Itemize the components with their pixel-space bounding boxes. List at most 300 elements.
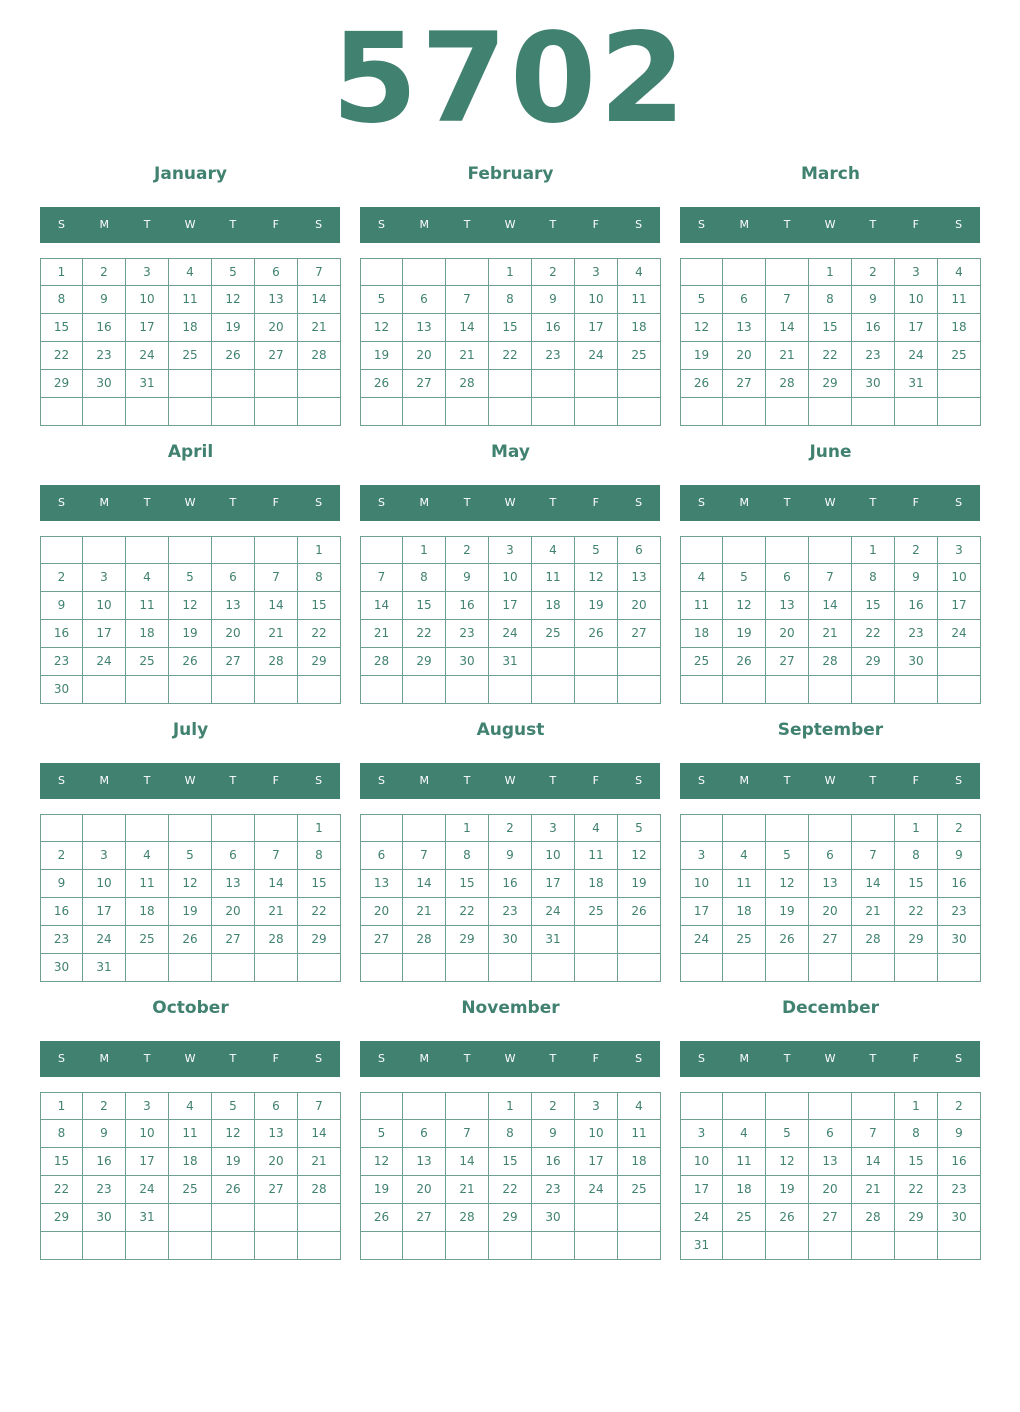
empty-day-cell xyxy=(575,1232,618,1260)
day-cell: 29 xyxy=(852,648,895,676)
weekday-label: S xyxy=(377,1052,385,1065)
empty-day-cell xyxy=(895,954,938,982)
day-cell: 21 xyxy=(446,342,489,370)
empty-day-cell xyxy=(766,258,809,286)
empty-day-cell xyxy=(489,1232,532,1260)
empty-day-cell xyxy=(403,954,446,982)
empty-day-cell xyxy=(532,1232,575,1260)
day-grid xyxy=(40,536,341,705)
day-cell: 6 xyxy=(255,1092,298,1120)
day-cell: 13 xyxy=(403,314,446,342)
day-cell: 14 xyxy=(298,286,341,314)
month-name: August xyxy=(476,720,545,740)
day-cell: 5 xyxy=(360,1120,403,1148)
day-cell: 24 xyxy=(532,898,575,926)
empty-day-cell xyxy=(532,398,575,426)
day-cell: 19 xyxy=(618,870,661,898)
day-cell: 27 xyxy=(766,648,809,676)
day-cell: 3 xyxy=(83,842,126,870)
weekday-label: F xyxy=(912,496,919,509)
day-cell: 12 xyxy=(575,564,618,592)
weekday-label: T xyxy=(463,1052,471,1065)
day-cell: 6 xyxy=(360,842,403,870)
weekday-label: F xyxy=(912,774,919,787)
day-cell: 23 xyxy=(938,898,981,926)
empty-day-cell xyxy=(360,258,403,286)
day-cell: 16 xyxy=(532,1148,575,1176)
weekday-header xyxy=(40,207,340,243)
day-cell: 3 xyxy=(489,536,532,564)
empty-day-cell xyxy=(809,676,852,704)
empty-day-cell xyxy=(532,648,575,676)
day-cell: 30 xyxy=(938,926,981,954)
day-cell: 3 xyxy=(680,842,723,870)
day-cell: 11 xyxy=(680,592,723,620)
day-cell: 16 xyxy=(895,592,938,620)
weekday-label: M xyxy=(419,218,430,231)
day-cell: 2 xyxy=(83,1092,126,1120)
weekday-label: S xyxy=(635,774,643,787)
day-cell: 10 xyxy=(575,286,618,314)
day-cell: 28 xyxy=(360,648,403,676)
empty-day-cell xyxy=(446,258,489,286)
day-cell: 22 xyxy=(852,620,895,648)
day-cell: 13 xyxy=(723,314,766,342)
day-cell: 24 xyxy=(126,342,169,370)
empty-day-cell xyxy=(618,676,661,704)
day-cell: 30 xyxy=(532,1204,575,1232)
day-cell: 26 xyxy=(575,620,618,648)
empty-day-cell xyxy=(766,814,809,842)
day-cell: 23 xyxy=(83,342,126,370)
day-cell: 17 xyxy=(83,898,126,926)
day-cell: 15 xyxy=(446,870,489,898)
day-cell: 24 xyxy=(680,1204,723,1232)
day-cell: 24 xyxy=(575,342,618,370)
day-cell: 10 xyxy=(575,1120,618,1148)
empty-day-cell xyxy=(618,370,661,398)
empty-day-cell xyxy=(446,954,489,982)
empty-day-cell xyxy=(852,1232,895,1260)
day-cell: 18 xyxy=(938,314,981,342)
empty-day-cell xyxy=(680,258,723,286)
weekday-label: S xyxy=(697,774,705,787)
weekday-label: S xyxy=(955,774,963,787)
empty-day-cell xyxy=(446,1092,489,1120)
empty-day-cell xyxy=(575,926,618,954)
weekday-label: S xyxy=(955,218,963,231)
day-cell: 7 xyxy=(360,564,403,592)
day-cell: 21 xyxy=(403,898,446,926)
weekday-label: S xyxy=(57,1052,65,1065)
day-cell: 7 xyxy=(852,1120,895,1148)
day-cell: 24 xyxy=(938,620,981,648)
day-cell: 2 xyxy=(489,814,532,842)
day-cell: 2 xyxy=(895,536,938,564)
empty-day-cell xyxy=(852,814,895,842)
day-cell: 13 xyxy=(255,1120,298,1148)
day-cell: 18 xyxy=(723,898,766,926)
weekday-label: W xyxy=(504,774,516,787)
day-cell: 21 xyxy=(852,1176,895,1204)
day-cell: 9 xyxy=(489,842,532,870)
empty-day-cell xyxy=(360,814,403,842)
day-cell: 25 xyxy=(126,648,169,676)
day-cell: 21 xyxy=(360,620,403,648)
empty-day-cell xyxy=(489,370,532,398)
day-cell: 16 xyxy=(938,1148,981,1176)
day-cell: 21 xyxy=(446,1176,489,1204)
day-cell: 16 xyxy=(83,1148,126,1176)
day-grid xyxy=(40,1092,341,1261)
empty-day-cell xyxy=(680,954,723,982)
day-cell: 7 xyxy=(255,842,298,870)
weekday-label: S xyxy=(377,496,385,509)
empty-day-cell xyxy=(575,1204,618,1232)
day-cell: 21 xyxy=(766,342,809,370)
empty-day-cell xyxy=(618,398,661,426)
empty-day-cell xyxy=(680,814,723,842)
day-cell: 18 xyxy=(575,870,618,898)
day-cell: 14 xyxy=(298,1120,341,1148)
day-cell: 30 xyxy=(489,926,532,954)
day-cell: 1 xyxy=(895,1092,938,1120)
empty-day-cell xyxy=(298,954,341,982)
weekday-label: S xyxy=(57,774,65,787)
weekday-label: W xyxy=(504,496,516,509)
day-cell: 4 xyxy=(618,258,661,286)
empty-day-cell xyxy=(298,370,341,398)
empty-day-cell xyxy=(809,954,852,982)
day-cell: 16 xyxy=(852,314,895,342)
day-cell: 10 xyxy=(680,870,723,898)
empty-day-cell xyxy=(489,398,532,426)
month-name: May xyxy=(491,442,530,462)
weekday-label: T xyxy=(783,496,791,509)
empty-day-cell xyxy=(766,1232,809,1260)
weekday-label: S xyxy=(697,1052,705,1065)
weekday-label: F xyxy=(272,218,279,231)
empty-day-cell xyxy=(723,1092,766,1120)
empty-day-cell xyxy=(723,1232,766,1260)
weekday-label: S xyxy=(57,496,65,509)
day-cell: 19 xyxy=(360,1176,403,1204)
weekday-label: S xyxy=(635,1052,643,1065)
weekday-header xyxy=(680,1041,980,1077)
day-cell: 12 xyxy=(680,314,723,342)
day-cell: 27 xyxy=(403,1204,446,1232)
day-cell: 22 xyxy=(489,1176,532,1204)
day-cell: 19 xyxy=(680,342,723,370)
day-cell: 15 xyxy=(809,314,852,342)
empty-day-cell xyxy=(255,1204,298,1232)
day-cell: 1 xyxy=(40,258,83,286)
day-cell: 9 xyxy=(40,870,83,898)
day-cell: 16 xyxy=(938,870,981,898)
empty-day-cell xyxy=(852,1092,895,1120)
weekday-label: F xyxy=(272,1052,279,1065)
empty-day-cell xyxy=(723,676,766,704)
empty-day-cell xyxy=(255,398,298,426)
empty-day-cell xyxy=(255,954,298,982)
weekday-label: M xyxy=(419,774,430,787)
empty-day-cell xyxy=(618,648,661,676)
day-cell: 2 xyxy=(532,1092,575,1120)
day-cell: 9 xyxy=(40,592,83,620)
empty-day-cell xyxy=(766,676,809,704)
day-cell: 9 xyxy=(83,1120,126,1148)
day-cell: 10 xyxy=(126,1120,169,1148)
day-cell: 11 xyxy=(169,1120,212,1148)
empty-day-cell xyxy=(126,814,169,842)
empty-day-cell xyxy=(83,814,126,842)
day-cell: 5 xyxy=(360,286,403,314)
empty-day-cell xyxy=(489,954,532,982)
day-cell: 30 xyxy=(938,1204,981,1232)
empty-day-cell xyxy=(360,536,403,564)
day-cell: 26 xyxy=(169,926,212,954)
weekday-label: F xyxy=(912,1052,919,1065)
day-cell: 6 xyxy=(618,536,661,564)
weekday-label: S xyxy=(315,1052,323,1065)
empty-day-cell xyxy=(212,814,255,842)
day-cell: 22 xyxy=(40,342,83,370)
year-title: 5702 xyxy=(331,7,689,151)
day-cell: 10 xyxy=(489,564,532,592)
day-cell: 11 xyxy=(126,592,169,620)
day-cell: 8 xyxy=(40,286,83,314)
weekday-label: T xyxy=(869,1052,877,1065)
day-cell: 10 xyxy=(895,286,938,314)
day-cell: 24 xyxy=(126,1176,169,1204)
day-cell: 4 xyxy=(723,842,766,870)
day-cell: 3 xyxy=(83,564,126,592)
day-cell: 29 xyxy=(298,926,341,954)
weekday-label: W xyxy=(184,774,196,787)
day-cell: 26 xyxy=(360,1204,403,1232)
empty-day-cell xyxy=(766,1092,809,1120)
day-cell: 15 xyxy=(40,1148,83,1176)
day-cell: 17 xyxy=(126,1148,169,1176)
day-cell: 27 xyxy=(403,370,446,398)
day-cell: 19 xyxy=(360,342,403,370)
empty-day-cell xyxy=(575,398,618,426)
day-cell: 8 xyxy=(809,286,852,314)
empty-day-cell xyxy=(532,370,575,398)
day-cell: 29 xyxy=(40,1204,83,1232)
day-cell: 24 xyxy=(895,342,938,370)
day-cell: 8 xyxy=(446,842,489,870)
day-cell: 2 xyxy=(938,1092,981,1120)
day-cell: 15 xyxy=(40,314,83,342)
day-cell: 15 xyxy=(852,592,895,620)
day-cell: 17 xyxy=(680,1176,723,1204)
day-cell: 7 xyxy=(852,842,895,870)
day-cell: 26 xyxy=(212,342,255,370)
day-cell: 13 xyxy=(403,1148,446,1176)
day-cell: 24 xyxy=(83,648,126,676)
day-cell: 30 xyxy=(446,648,489,676)
day-cell: 3 xyxy=(532,814,575,842)
month-name: October xyxy=(152,998,229,1018)
day-cell: 6 xyxy=(403,1120,446,1148)
weekday-label: M xyxy=(739,1052,750,1065)
day-cell: 29 xyxy=(446,926,489,954)
day-cell: 29 xyxy=(895,1204,938,1232)
day-cell: 12 xyxy=(169,870,212,898)
day-cell: 29 xyxy=(895,926,938,954)
day-cell: 17 xyxy=(575,314,618,342)
weekday-label: M xyxy=(99,218,110,231)
weekday-label: M xyxy=(419,496,430,509)
empty-day-cell xyxy=(766,536,809,564)
day-cell: 28 xyxy=(298,342,341,370)
empty-day-cell xyxy=(212,954,255,982)
day-cell: 2 xyxy=(938,814,981,842)
day-cell: 9 xyxy=(938,842,981,870)
weekday-label: M xyxy=(99,774,110,787)
day-cell: 16 xyxy=(446,592,489,620)
day-cell: 4 xyxy=(618,1092,661,1120)
empty-day-cell xyxy=(255,676,298,704)
day-cell: 17 xyxy=(489,592,532,620)
day-cell: 1 xyxy=(403,536,446,564)
day-cell: 14 xyxy=(809,592,852,620)
day-grid xyxy=(40,258,341,427)
weekday-label: S xyxy=(635,218,643,231)
day-cell: 1 xyxy=(446,814,489,842)
day-cell: 22 xyxy=(809,342,852,370)
day-cell: 19 xyxy=(212,1148,255,1176)
empty-day-cell xyxy=(126,676,169,704)
day-cell: 6 xyxy=(255,258,298,286)
day-cell: 7 xyxy=(403,842,446,870)
empty-day-cell xyxy=(938,954,981,982)
day-cell: 30 xyxy=(40,676,83,704)
day-cell: 18 xyxy=(618,1148,661,1176)
weekday-header xyxy=(680,207,980,243)
day-cell: 24 xyxy=(83,926,126,954)
weekday-label: T xyxy=(229,496,237,509)
day-cell: 11 xyxy=(938,286,981,314)
empty-day-cell xyxy=(360,676,403,704)
day-cell: 23 xyxy=(852,342,895,370)
day-cell: 1 xyxy=(895,814,938,842)
day-cell: 14 xyxy=(446,1148,489,1176)
day-cell: 15 xyxy=(489,314,532,342)
empty-day-cell xyxy=(618,926,661,954)
day-cell: 31 xyxy=(126,370,169,398)
day-cell: 29 xyxy=(403,648,446,676)
day-cell: 22 xyxy=(298,620,341,648)
day-cell: 4 xyxy=(126,564,169,592)
day-cell: 8 xyxy=(489,1120,532,1148)
day-cell: 6 xyxy=(809,842,852,870)
day-cell: 26 xyxy=(766,926,809,954)
day-cell: 28 xyxy=(403,926,446,954)
day-cell: 31 xyxy=(895,370,938,398)
day-cell: 28 xyxy=(298,1176,341,1204)
day-cell: 14 xyxy=(852,870,895,898)
day-cell: 16 xyxy=(40,620,83,648)
day-cell: 12 xyxy=(212,1120,255,1148)
day-cell: 19 xyxy=(575,592,618,620)
weekday-header xyxy=(40,1041,340,1077)
day-cell: 20 xyxy=(403,1176,446,1204)
empty-day-cell xyxy=(40,398,83,426)
day-cell: 29 xyxy=(489,1204,532,1232)
weekday-label: T xyxy=(549,1052,557,1065)
weekday-header xyxy=(360,485,660,521)
weekday-label: W xyxy=(824,1052,836,1065)
month-name: April xyxy=(167,442,214,462)
weekday-label: S xyxy=(697,218,705,231)
empty-day-cell xyxy=(895,1232,938,1260)
day-cell: 17 xyxy=(575,1148,618,1176)
day-cell: 1 xyxy=(298,814,341,842)
day-cell: 5 xyxy=(575,536,618,564)
empty-day-cell xyxy=(723,954,766,982)
empty-day-cell xyxy=(575,370,618,398)
day-cell: 19 xyxy=(766,898,809,926)
weekday-label: M xyxy=(419,1052,430,1065)
day-cell: 8 xyxy=(403,564,446,592)
empty-day-cell xyxy=(298,398,341,426)
day-cell: 28 xyxy=(852,926,895,954)
day-cell: 31 xyxy=(126,1204,169,1232)
day-cell: 4 xyxy=(169,1092,212,1120)
day-cell: 23 xyxy=(532,1176,575,1204)
day-cell: 23 xyxy=(446,620,489,648)
day-cell: 4 xyxy=(169,258,212,286)
day-cell: 10 xyxy=(83,592,126,620)
day-cell: 14 xyxy=(446,314,489,342)
day-cell: 20 xyxy=(809,1176,852,1204)
day-cell: 23 xyxy=(40,926,83,954)
day-cell: 30 xyxy=(895,648,938,676)
empty-day-cell xyxy=(403,398,446,426)
day-cell: 17 xyxy=(895,314,938,342)
day-cell: 7 xyxy=(298,1092,341,1120)
day-cell: 5 xyxy=(212,1092,255,1120)
day-grid xyxy=(680,1092,981,1261)
day-cell: 13 xyxy=(618,564,661,592)
day-cell: 14 xyxy=(360,592,403,620)
empty-day-cell xyxy=(403,676,446,704)
day-cell: 15 xyxy=(298,592,341,620)
day-cell: 21 xyxy=(298,314,341,342)
day-cell: 13 xyxy=(212,592,255,620)
day-cell: 15 xyxy=(403,592,446,620)
day-cell: 11 xyxy=(126,870,169,898)
weekday-label: F xyxy=(592,496,599,509)
empty-day-cell xyxy=(680,1092,723,1120)
day-cell: 25 xyxy=(723,1204,766,1232)
day-cell: 21 xyxy=(809,620,852,648)
empty-day-cell xyxy=(212,536,255,564)
weekday-label: T xyxy=(869,496,877,509)
day-cell: 6 xyxy=(723,286,766,314)
weekday-label: T xyxy=(229,218,237,231)
empty-day-cell xyxy=(895,398,938,426)
day-cell: 16 xyxy=(532,314,575,342)
day-cell: 7 xyxy=(446,1120,489,1148)
weekday-label: F xyxy=(272,496,279,509)
empty-day-cell xyxy=(618,1232,661,1260)
empty-day-cell xyxy=(126,1232,169,1260)
weekday-header xyxy=(360,1041,660,1077)
day-cell: 26 xyxy=(680,370,723,398)
